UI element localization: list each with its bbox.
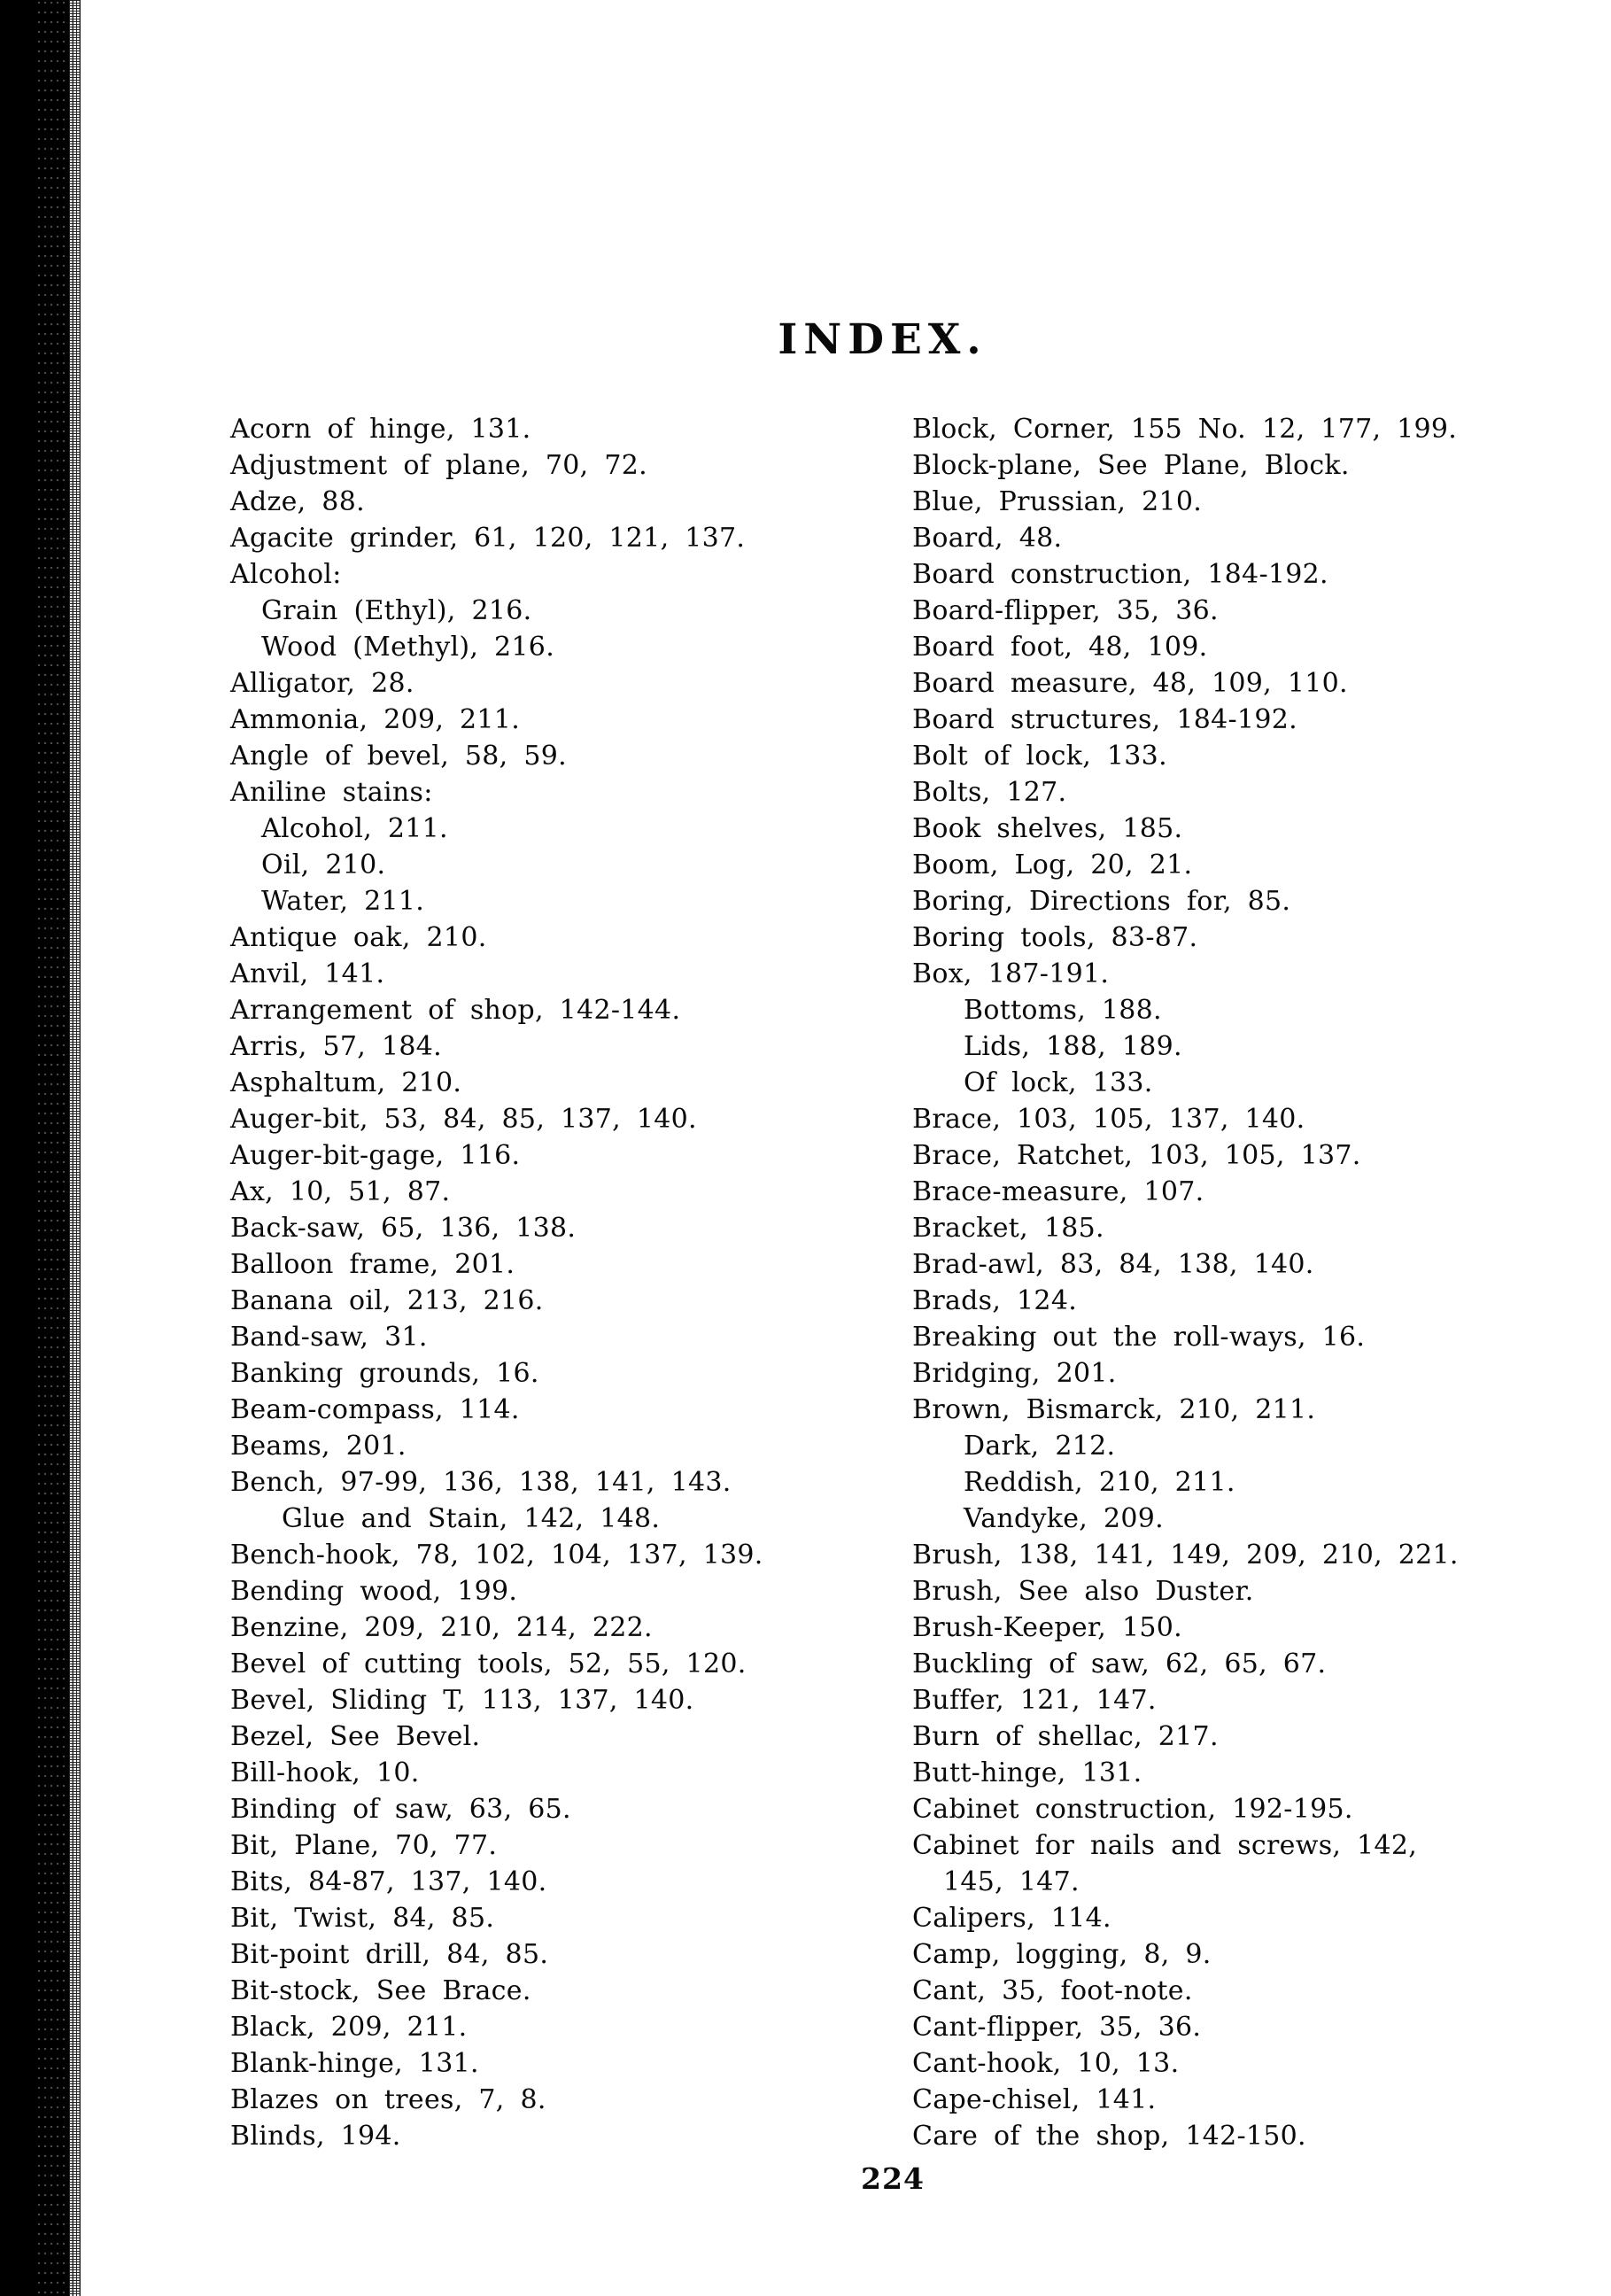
index-entry: Boring tools, 83-87. bbox=[912, 922, 1198, 953]
index-entry: Brush, 138, 141, 149, 209, 210, 221. bbox=[912, 1540, 1459, 1571]
index-entry: Benzine, 209, 210, 214, 222. bbox=[230, 1612, 653, 1643]
index-entry: Ammonia, 209, 211. bbox=[230, 704, 521, 735]
index-entry: Bench-hook, 78, 102, 104, 137, 139. bbox=[230, 1540, 763, 1571]
index-entry: Buckling of saw, 62, 65, 67. bbox=[912, 1648, 1327, 1679]
index-entry: Grain (Ethyl), 216. bbox=[261, 595, 532, 626]
index-entry: Cant-hook, 10, 13. bbox=[912, 2048, 1180, 2079]
index-entry: Dark, 212. bbox=[964, 1431, 1116, 1462]
index-entry: Bolt of lock, 133. bbox=[912, 741, 1167, 772]
index-entry: Care of the shop, 142-150. bbox=[912, 2121, 1306, 2152]
index-entry: Alcohol: bbox=[230, 559, 342, 590]
index-entry: Brad-awl, 83, 84, 138, 140. bbox=[912, 1249, 1314, 1280]
index-entry: Agacite grinder, 61, 120, 121, 137. bbox=[230, 523, 746, 554]
index-entry: Bolts, 127. bbox=[912, 777, 1067, 808]
index-entry: Blue, Prussian, 210. bbox=[912, 486, 1203, 517]
page-number: 224 bbox=[861, 2161, 925, 2196]
index-entry: Glue and Stain, 142, 148. bbox=[282, 1503, 661, 1534]
index-column-right bbox=[912, 411, 1555, 2154]
index-entry: Blazes on trees, 7, 8. bbox=[230, 2084, 546, 2115]
index-entry: Anvil, 141. bbox=[230, 958, 385, 989]
index-entry: Bit, Twist, 84, 85. bbox=[230, 1903, 495, 1934]
index-entry: Vandyke, 209. bbox=[964, 1503, 1164, 1534]
index-entry: Adze, 88. bbox=[230, 486, 365, 517]
index-columns bbox=[230, 411, 1555, 2154]
page-title: INDEX. bbox=[778, 315, 988, 364]
index-entry: Book shelves, 185. bbox=[912, 813, 1183, 844]
index-entry: Bits, 84-87, 137, 140. bbox=[230, 1866, 547, 1897]
index-entry: Buffer, 121, 147. bbox=[912, 1685, 1157, 1716]
index-entry: Band-saw, 31. bbox=[230, 1322, 428, 1353]
index-entry: Arrangement of shop, 142-144. bbox=[230, 995, 681, 1026]
index-entry: Auger-bit, 53, 84, 85, 137, 140. bbox=[230, 1104, 697, 1135]
index-entry: Blank-hinge, 131. bbox=[230, 2048, 479, 2079]
index-entry: Bracket, 185. bbox=[912, 1213, 1104, 1244]
index-entry: Oil, 210. bbox=[261, 849, 386, 880]
index-entry: Beams, 201. bbox=[230, 1431, 407, 1462]
book-binding-strip bbox=[0, 0, 69, 2296]
index-entry: Bit-point drill, 84, 85. bbox=[230, 1939, 549, 1970]
index-entry: Of lock, 133. bbox=[964, 1067, 1153, 1098]
index-entry: Antique oak, 210. bbox=[230, 922, 487, 953]
index-entry: Bottoms, 188. bbox=[964, 995, 1162, 1026]
index-entry: Bevel, Sliding T, 113, 137, 140. bbox=[230, 1685, 694, 1716]
index-entry: Brace-measure, 107. bbox=[912, 1176, 1204, 1207]
index-entry: Boring, Directions for, 85. bbox=[912, 886, 1291, 917]
index-entry: Bezel, See Bevel. bbox=[230, 1721, 481, 1752]
index-entry: Camp, logging, 8, 9. bbox=[912, 1939, 1212, 1970]
index-entry: Board structures, 184-192. bbox=[912, 704, 1297, 735]
index-entry: Banking grounds, 16. bbox=[230, 1358, 539, 1389]
binding-torn-edge bbox=[69, 0, 81, 2296]
index-entry: Board foot, 48, 109. bbox=[912, 632, 1208, 663]
index-entry: Acorn of hinge, 131. bbox=[230, 414, 531, 445]
index-entry: Reddish, 210, 211. bbox=[964, 1467, 1235, 1498]
binding-speckle-texture bbox=[37, 0, 69, 2296]
index-entry: Box, 187-191. bbox=[912, 958, 1110, 989]
index-entry: Banana oil, 213, 216. bbox=[230, 1285, 544, 1316]
index-entry: Black, 209, 211. bbox=[230, 2012, 468, 2043]
index-entry: Alligator, 28. bbox=[230, 668, 414, 699]
index-entry: Cabinet construction, 192-195. bbox=[912, 1794, 1353, 1825]
index-entry: Balloon frame, 201. bbox=[230, 1249, 515, 1280]
index-entry: Auger-bit-gage, 116. bbox=[230, 1140, 521, 1171]
index-entry: Binding of saw, 63, 65. bbox=[230, 1794, 571, 1825]
index-entry: Aniline stains: bbox=[230, 777, 433, 808]
index-entry: Block, Corner, 155 No. 12, 177, 199. bbox=[912, 414, 1458, 445]
index-entry: Brace, Ratchet, 103, 105, 137. bbox=[912, 1140, 1361, 1171]
index-entry: Ax, 10, 51, 87. bbox=[230, 1176, 451, 1207]
index-entry: Brads, 124. bbox=[912, 1285, 1078, 1316]
index-entry: Bill-hook, 10. bbox=[230, 1757, 420, 1788]
index-entry: Angle of bevel, 58, 59. bbox=[230, 741, 567, 772]
index-entry: Wood (Methyl), 216. bbox=[261, 632, 555, 663]
index-entry: Board construction, 184-192. bbox=[912, 559, 1328, 590]
index-entry: Brush, See also Duster. bbox=[912, 1576, 1254, 1607]
index-entry: Block-plane, See Plane, Block. bbox=[912, 450, 1350, 481]
index-entry: Asphaltum, 210. bbox=[230, 1067, 462, 1098]
index-entry: Bench, 97-99, 136, 138, 141, 143. bbox=[230, 1467, 732, 1498]
index-entry: Cant, 35, foot-note. bbox=[912, 1975, 1193, 2006]
index-entry: Brown, Bismarck, 210, 211. bbox=[912, 1394, 1316, 1425]
index-entry: Adjustment of plane, 70, 72. bbox=[230, 450, 647, 481]
index-entry: Burn of shellac, 217. bbox=[912, 1721, 1219, 1752]
index-entry: Cabinet for nails and screws, 142, bbox=[912, 1830, 1418, 1861]
index-entry: 145, 147. bbox=[943, 1866, 1080, 1897]
index-entry: Board measure, 48, 109, 110. bbox=[912, 668, 1348, 699]
index-entry: Board, 48. bbox=[912, 523, 1063, 554]
index-entry: Breaking out the roll-ways, 16. bbox=[912, 1322, 1366, 1353]
index-entry: Lids, 188, 189. bbox=[964, 1031, 1182, 1062]
index-entry: Back-saw, 65, 136, 138. bbox=[230, 1213, 577, 1244]
index-entry: Cant-flipper, 35, 36. bbox=[912, 2012, 1202, 2043]
index-entry: Blinds, 194. bbox=[230, 2121, 401, 2152]
index-entry: Bit, Plane, 70, 77. bbox=[230, 1830, 498, 1861]
index-entry: Brace, 103, 105, 137, 140. bbox=[912, 1104, 1305, 1135]
index-entry: Bending wood, 199. bbox=[230, 1576, 518, 1607]
index-entry: Calipers, 114. bbox=[912, 1903, 1111, 1934]
index-column-left bbox=[230, 411, 848, 2154]
index-entry: Bevel of cutting tools, 52, 55, 120. bbox=[230, 1648, 747, 1679]
index-entry: Arris, 57, 184. bbox=[230, 1031, 442, 1062]
index-entry: Board-flipper, 35, 36. bbox=[912, 595, 1219, 626]
index-entry: Beam-compass, 114. bbox=[230, 1394, 520, 1425]
index-entry: Boom, Log, 20, 21. bbox=[912, 849, 1193, 880]
index-entry: Brush-Keeper, 150. bbox=[912, 1612, 1182, 1643]
index-entry: Alcohol, 211. bbox=[261, 813, 448, 844]
index-entry: Bit-stock, See Brace. bbox=[230, 1975, 531, 2006]
index-entry: Bridging, 201. bbox=[912, 1358, 1117, 1389]
index-entry: Butt-hinge, 131. bbox=[912, 1757, 1142, 1788]
index-entry: Water, 211. bbox=[261, 886, 425, 917]
index-entry: Cape-chisel, 141. bbox=[912, 2084, 1157, 2115]
